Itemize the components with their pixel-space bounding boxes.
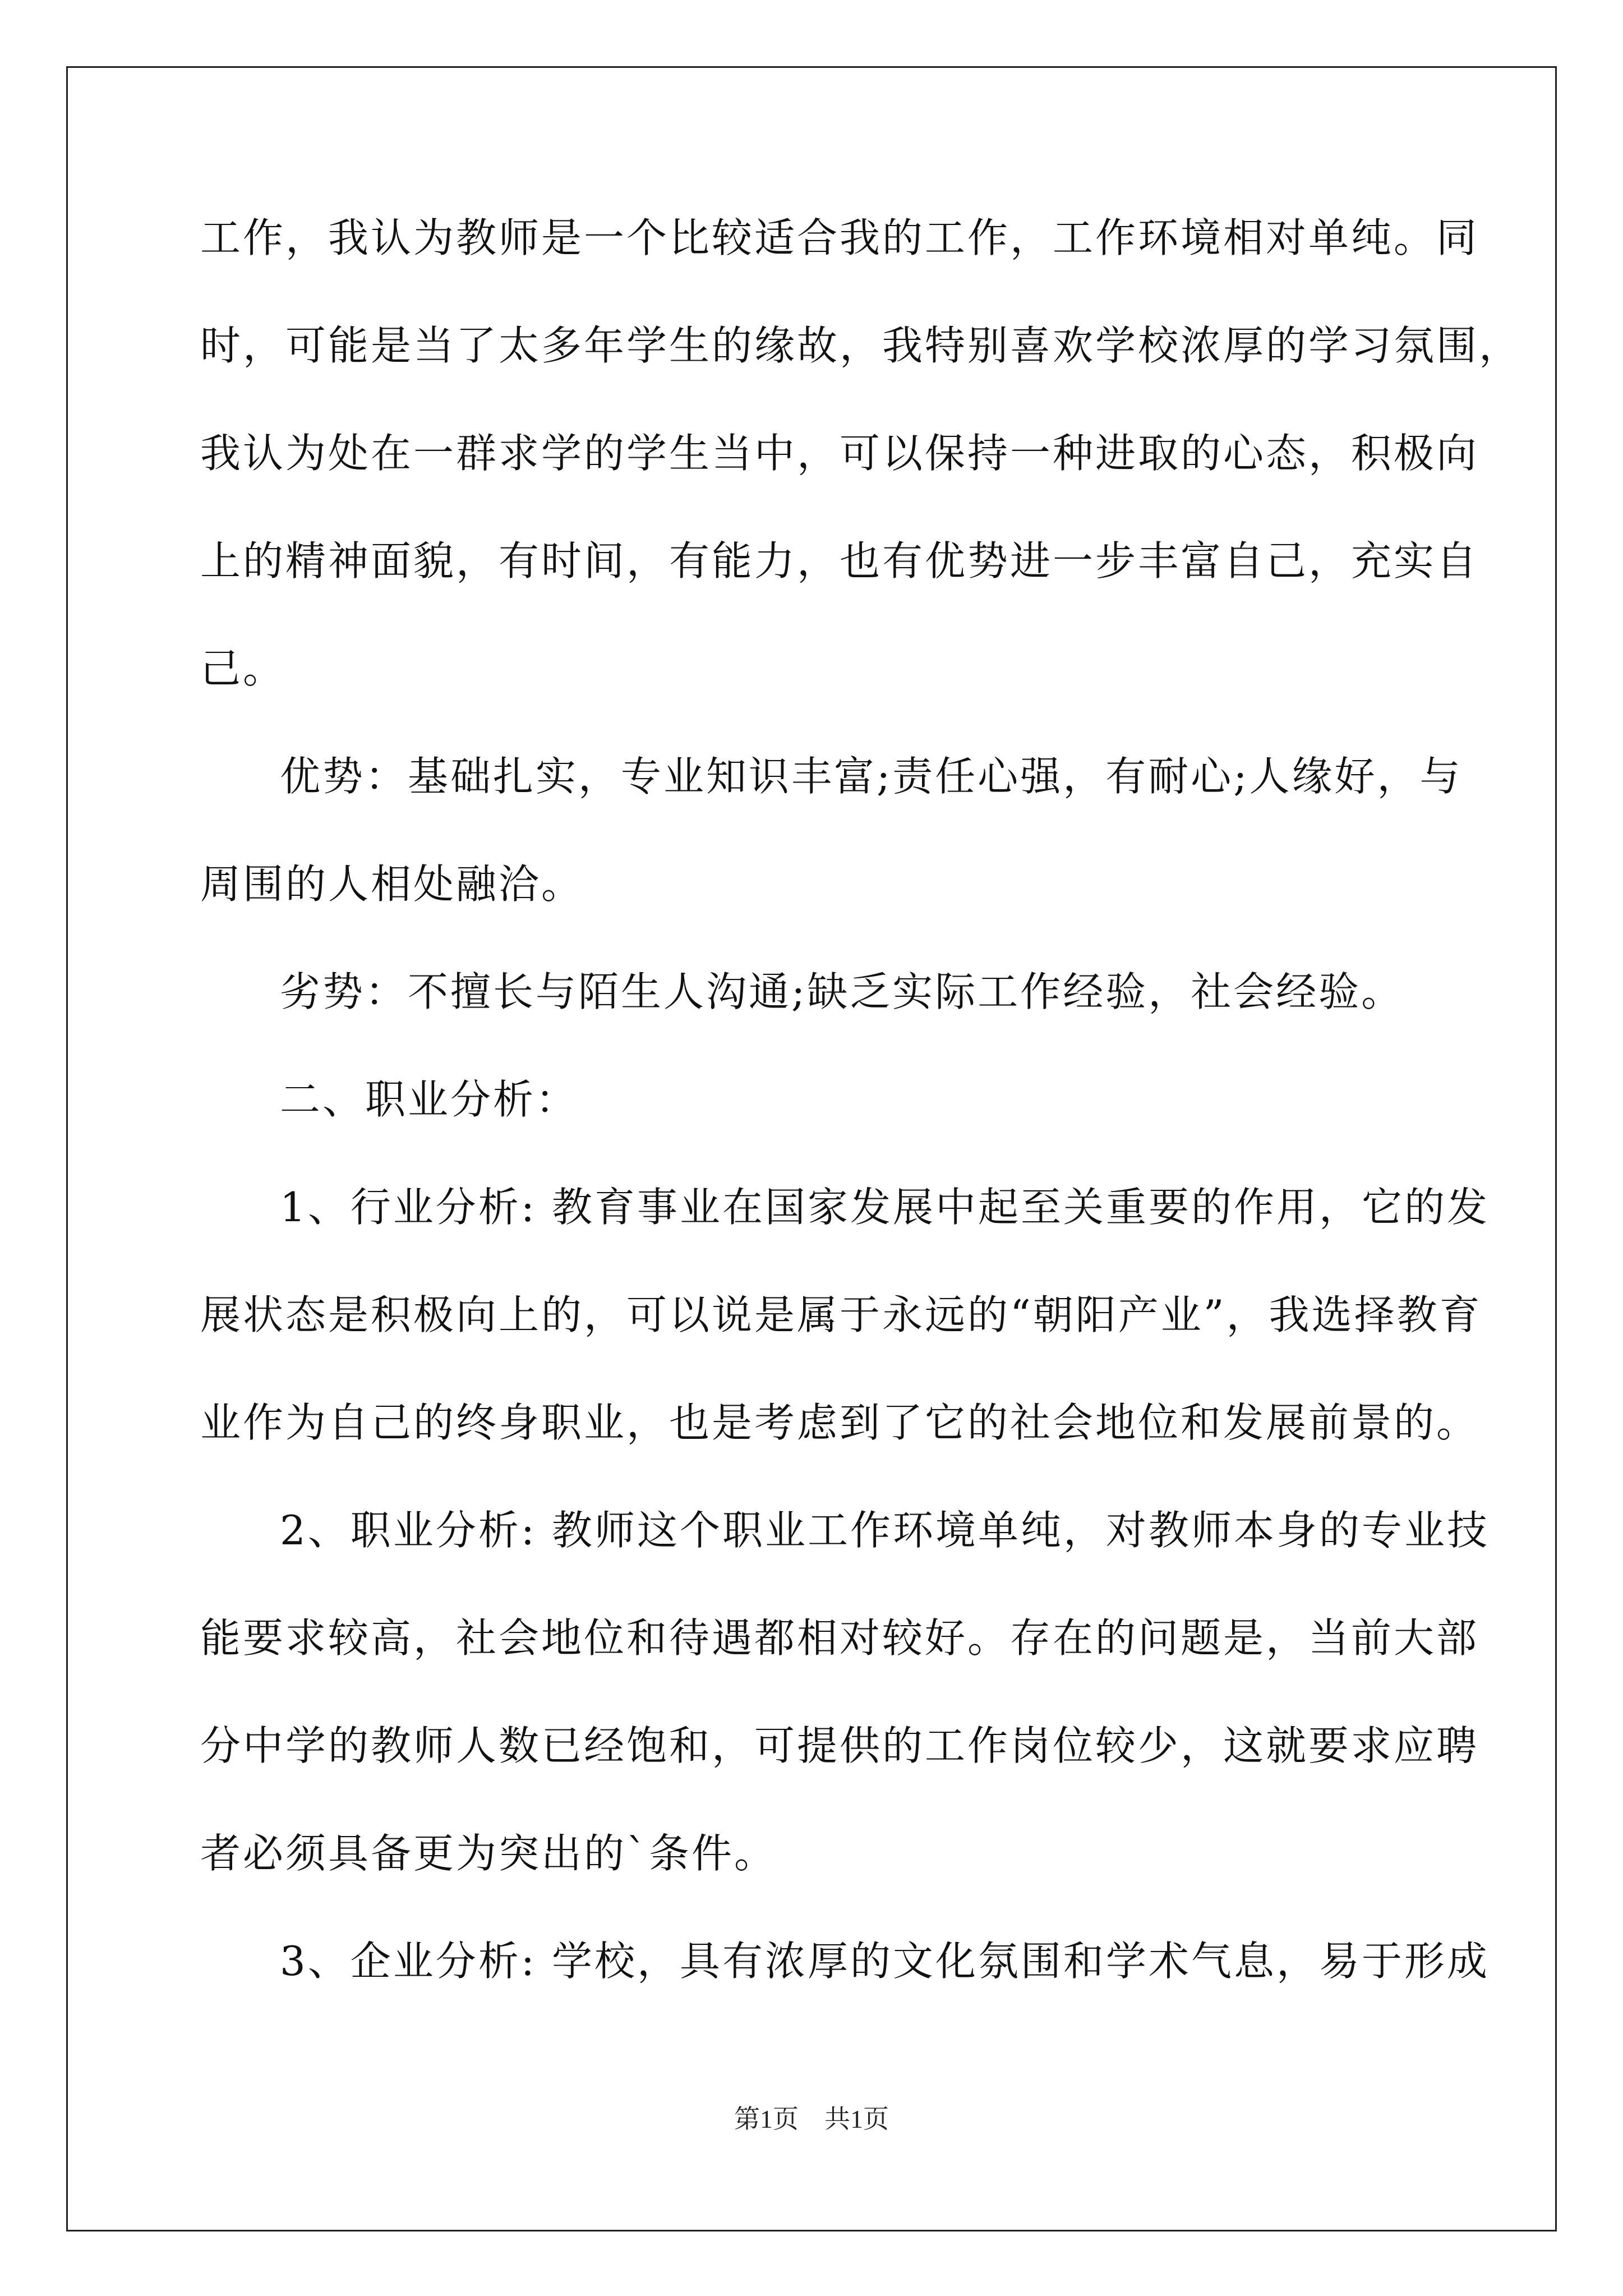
text-line: 上的精神面貌，有时间，有能力，也有优势进一步丰富自己，充实自 xyxy=(200,537,1479,585)
section-heading: 二、职业分析： xyxy=(280,1076,579,1123)
text-line: 2、职业分析: 教师这个职业工作环境单纯，对教师本身的专业技 xyxy=(280,1507,1490,1554)
text-line: 3、企业分析: 学校，具有浓厚的文化氛围和学术气息，易于形成 xyxy=(280,1938,1490,1985)
text-line: 己。 xyxy=(200,645,286,692)
text-line: 者必须具备更为突出的`条件。 xyxy=(200,1830,777,1877)
text-line: 工作，我认为教师是一个比较适合我的工作，工作环境相对单纯。同 xyxy=(200,214,1479,261)
page-footer: 第1页 共1页 xyxy=(734,2105,889,2133)
text-line: 优势：基础扎实，专业知识丰富;责任心强，有耐心;人缘好，与 xyxy=(280,753,1463,800)
text-line: 能要求较高，社会地位和待遇都相对较好。存在的问题是，当前大部 xyxy=(200,1614,1479,1662)
text-line: 劣势：不擅长与陌生人沟通;缺乏实际工作经验，社会经验。 xyxy=(280,968,1404,1015)
text-line: 分中学的教师人数已经饱和，可提供的工作岗位较少，这就要求应聘 xyxy=(200,1722,1479,1769)
text-line: 1、行业分析: 教育事业在国家发展中起至关重要的作用，它的发 xyxy=(280,1184,1490,1231)
page-border xyxy=(66,66,1557,2231)
text-line: 业作为自己的终身职业，也是考虑到了它的社会地位和发展前景的。 xyxy=(200,1399,1479,1446)
text-line: 时，可能是当了太多年学生的缘故，我特别喜欢学校浓厚的学习氛围， xyxy=(200,322,1522,369)
text-line: 周围的人相处融洽。 xyxy=(200,861,584,908)
text-line: 我认为处在一群求学的学生当中，可以保持一种进取的心态，积极向 xyxy=(200,430,1479,477)
text-line: 展状态是积极向上的，可以说是属于永远的“朝阳产业”，我选择教育 xyxy=(200,1291,1482,1338)
